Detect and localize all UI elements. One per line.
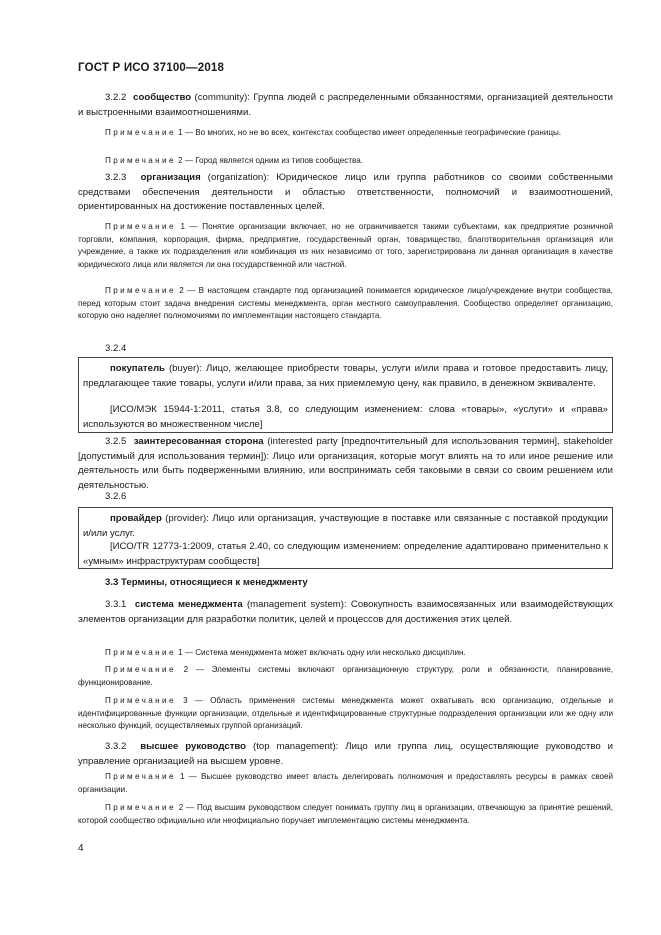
clause-3-2-3	[78, 171, 613, 215]
note-label: Примечание	[105, 772, 176, 781]
clause-3-3-1	[78, 598, 613, 627]
clause-number: 3.2.2	[105, 92, 127, 103]
note-text: 1 — Высшее руководство имеет власть делегировать полномочия и предоставлять ресурсы в рамках своей организации.	[78, 772, 613, 794]
definition: (organization): Юридическое лицо или группа работников со своими собственными средствами обеспечения деятельности и областью ответственности, полномочий и взаимоотношений, ориентированных на достижение поставленных целей.	[78, 172, 613, 213]
term-box	[78, 357, 613, 433]
definition: (top management): Лицо или группа лиц, осуществляющие руководство и управление организацией на высшем уровне.	[78, 741, 613, 767]
clause-number: 3.3.2	[105, 741, 127, 752]
term: высшее руководство	[140, 741, 247, 752]
note	[78, 647, 613, 660]
section-heading: 3.3 Термины, относящиеся к менеджменту	[105, 577, 308, 588]
clause-3-3-2	[78, 740, 613, 769]
document-header: ГОСТ Р ИСО 37100—2018	[78, 62, 225, 74]
note	[78, 771, 613, 796]
note-text: 2 — Под высшим руководством следует понимать группу лиц в организации, отвечающую за принятие решений, которой сообщество официально или неофициально поручает имплементацию системы менеджмента.	[78, 803, 613, 825]
clause-3-2-6	[83, 512, 608, 541]
note	[78, 664, 613, 689]
term: система менеджмента	[134, 599, 243, 610]
note-text: 1 — Во многих, но не во всех, контекстах сообщество имеет определенные географические границы.	[175, 128, 562, 137]
note-label: Примечание	[105, 803, 176, 812]
clause-number: 3.2.3	[105, 172, 127, 183]
note-text: 2 — Элементы системы включают организационную структуру, роли и обязанности, планирование, функционирование.	[78, 665, 613, 687]
clause-3-2-5	[78, 435, 613, 493]
definition: (provider): Лицо или организация, участвующие в поставке или связанные с поставкой продукции и/или услуг.	[83, 513, 608, 539]
term: заинтересованная сторона	[133, 436, 264, 447]
note	[78, 285, 613, 323]
term: организация	[140, 172, 201, 183]
note-text: 2 — В настоящем стандарте под организацией понимается юридическое лицо/учреждение внутри сообщества, перед которым стоит задача внедрения системы менеджмента, орган местного самоуправления. Сообщество определяет организацию, которую оно наделяет полномочиями по имплементации настоящего стандарта.	[78, 286, 613, 321]
note-label: Примечание	[105, 222, 176, 231]
note-label: Примечание	[105, 128, 176, 137]
note	[78, 221, 613, 271]
clause-3-2-2	[78, 91, 613, 120]
definition: (interested party [предпочтительный для использования термин], stakeholder [допустимый для использования термин]): Лицо или организация, которые могут влиять на то или иное решение или деятельность или быть подверженными влиянию, или воспринимать себя таковыми в связи со своим решением или деятельностью.	[78, 436, 613, 491]
note	[78, 802, 613, 827]
note-text: 3 — Область применения системы менеджмента может охватывать всю организацию, отдельные и идентифицированные функции организации, отдельные и идентифицированные структурные подразделения организации или же одну или несколько функций, осуществляемых группой организаций.	[78, 696, 613, 731]
clause-number: 3.2.5	[105, 436, 127, 447]
term: провайдер	[110, 513, 162, 524]
note-label: Примечание	[105, 286, 176, 295]
clause-number: 3.2.6	[105, 491, 127, 502]
note	[78, 127, 613, 140]
term: покупатель	[110, 363, 165, 374]
term: сообщество	[133, 92, 192, 103]
definition: (buyer): Лицо, желающее приобрести товары, услуги и/или права и готовое предоставить лицу, предлагающее такие товары, услуги и/или права, за них приемлемую цену, как правило, в денежном эквиваленте.	[83, 363, 608, 389]
note-text: 1 — Понятие организации включает, но не ограничивается такими субъектами, как предприятие розничной торговли, компания, корпорация, фирма, предприятие, государственный орган, товарищество, благотворительная организация или учреждение, а также их подразделения или комбинация из них независимо от того, зарегистрирована ли данная организация в качестве юридического лица или является ли она государственной или частной.	[78, 222, 613, 269]
source-reference: [ИСО/МЭК 15944-1:2011, статья 3.8, со следующим изменением: слова «товары», «услуги» и «права» используются во множественном числе]	[83, 404, 608, 430]
note-text: 1 — Система менеджмента может включать одну или несколько дисциплин.	[175, 648, 466, 657]
definition: (management system): Совокупность взаимосвязанных или взаимодействующих элементов организации для разработки политик, целей и процессов для достижения этих целей.	[78, 599, 613, 625]
clause-number: 3.2.4	[105, 343, 127, 354]
note	[78, 695, 613, 733]
clause-3-2-4	[83, 362, 608, 391]
note-label: Примечание	[105, 156, 176, 165]
note-label: Примечание	[105, 696, 176, 705]
note	[78, 155, 613, 168]
source-reference: [ИСО/TR 12773-1:2009, статья 2.40, со следующим изменением: определение адаптировано применительно к «умным» инфраструктурам сообществ]	[83, 541, 608, 567]
page-number: 4	[78, 843, 84, 854]
note-label: Примечание	[105, 648, 176, 657]
term-box	[78, 507, 613, 569]
definition: (community): Группа людей с распределенными обязанностями, организацией деятельности и выстроенными взаимоотношениями.	[78, 92, 613, 118]
note-label: Примечание	[105, 665, 176, 674]
clause-number: 3.3.1	[105, 599, 127, 610]
note-text: 2 — Город является одним из типов сообщества.	[175, 156, 364, 165]
